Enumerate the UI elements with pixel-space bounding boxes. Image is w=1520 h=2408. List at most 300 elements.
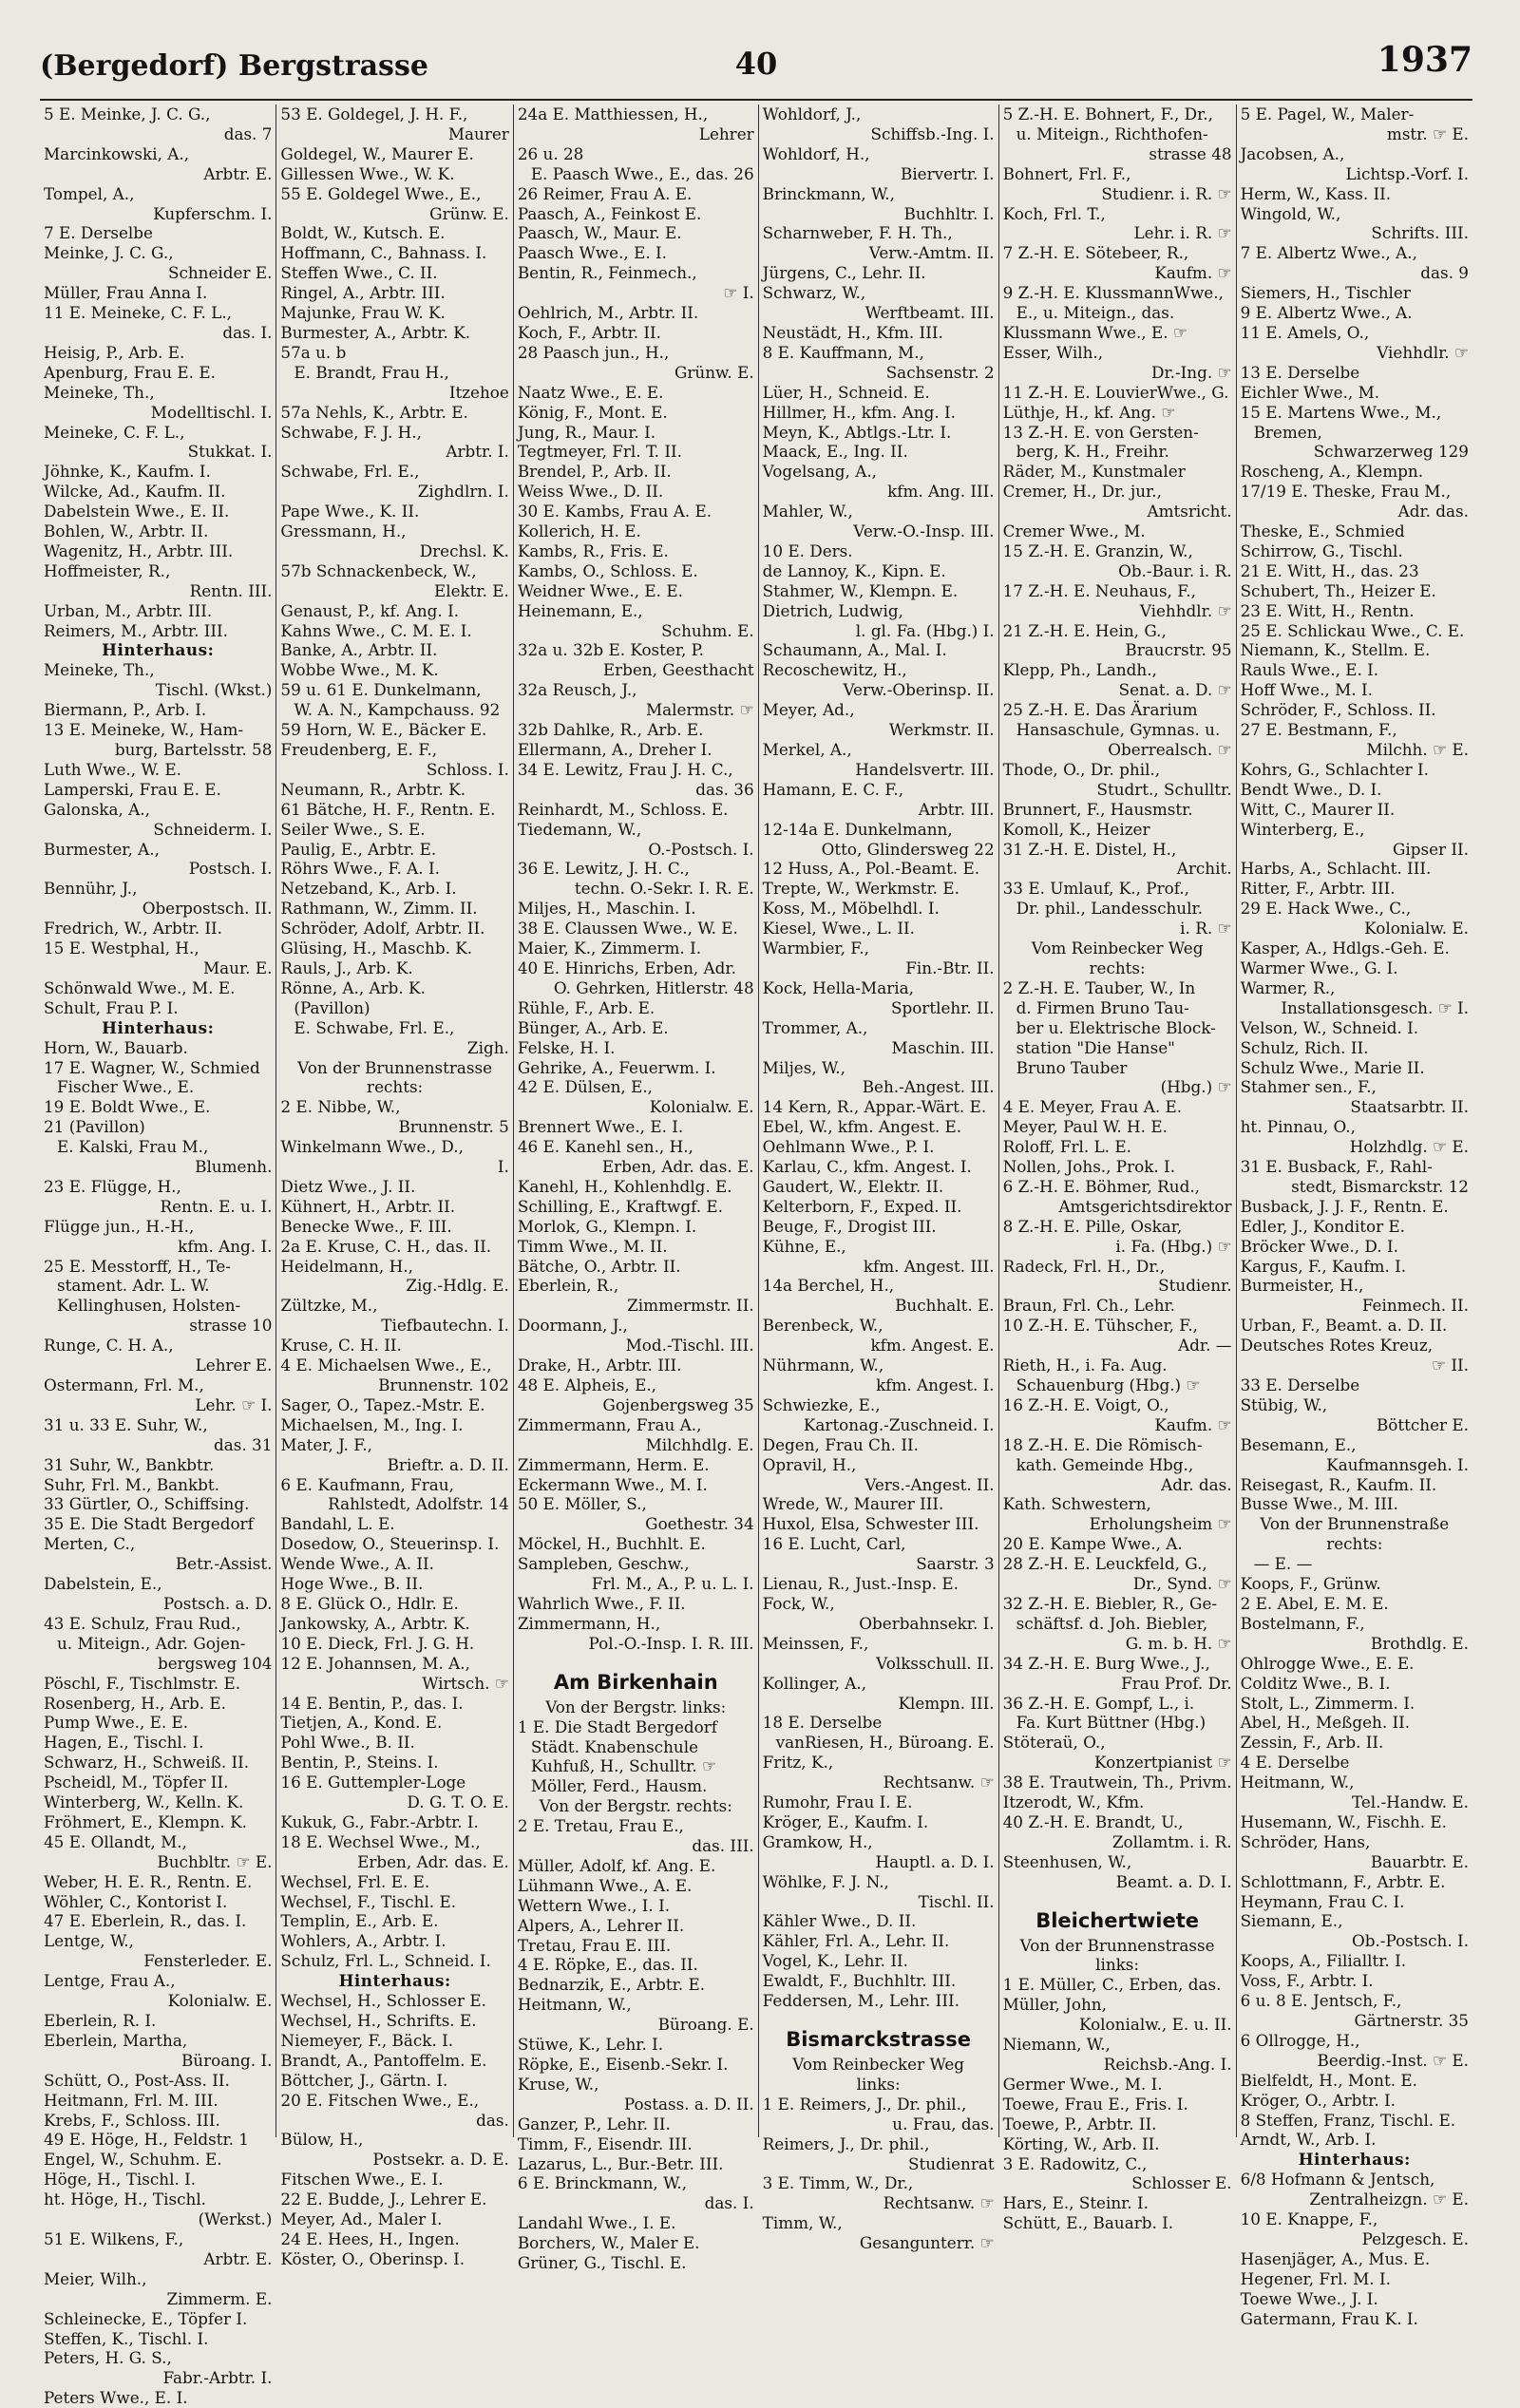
entry-line: Schönwald Wwe., M. E. <box>44 977 236 997</box>
entry-line: Kühne, E., <box>762 1236 846 1256</box>
page-number: 40 <box>734 46 778 82</box>
entry-line: König, F., Mont. E. <box>517 402 668 422</box>
entry-line: Studrt., Schulltr. <box>1096 779 1232 799</box>
entry-line: Lehrer <box>698 123 754 143</box>
street-heading: (Bergedorf) Bergstrasse <box>40 49 428 83</box>
entry-line: Bremen, <box>1253 422 1322 442</box>
entry-line: Neustädt, H., Kfm. III. <box>762 322 943 342</box>
entry-line: Drake, H., Arbtr. III. <box>517 1356 682 1375</box>
entry-line: Busse Wwe., M. III. <box>1240 1494 1398 1514</box>
entry-line: Luth Wwe., W. E. <box>44 759 181 779</box>
entry-line: Meinssen, F., <box>762 1633 869 1653</box>
entry-line: das. 7 <box>223 123 273 143</box>
entry-line: (Werkst.) <box>198 2209 273 2229</box>
entry-line: Warmbier, F., <box>762 939 869 958</box>
entry-line: Kath. Schwestern, <box>1002 1494 1151 1514</box>
entry-line: stedt, Bismarckstr. 12 <box>1291 1176 1469 1196</box>
entry-line: Postsekr. a. D. E. <box>372 2150 509 2170</box>
entry-line: Vogel, K., Lehr. II. <box>762 1951 908 1971</box>
entry-line: 11 Z.-H. E. LouvierWwe., G. <box>1002 382 1229 402</box>
entry-line: E. Kalski, Frau M., <box>57 1137 209 1157</box>
entry-line: 10 E. Ders. <box>762 540 853 560</box>
entry-line: Gojenbergsweg 35 <box>602 1394 754 1414</box>
column-1 <box>40 104 276 2408</box>
entry-line: 59 u. 61 E. Dunkelmann, <box>280 680 482 700</box>
entry-line: Milchh. ☞ E. <box>1366 740 1469 759</box>
entry-line: Amtsricht. <box>1147 502 1232 521</box>
entry-line: Apenburg, Frau E. E. <box>44 362 216 382</box>
entry-line: Kambs, O., Schloss. E. <box>517 560 698 580</box>
entry-line: 32a u. 32b E. Koster, P. <box>517 640 704 660</box>
entry-line: Dr.-Ing. ☞ <box>1151 362 1232 382</box>
entry-line: Hoff Wwe., M. I. <box>1240 680 1373 700</box>
entry-line: Böttcher E. <box>1376 1414 1469 1434</box>
entry-line: Städt. Knabenschule <box>530 1736 698 1756</box>
entry-line: Fredrich, W., Arbtr. II. <box>44 919 222 939</box>
entry-line: 25 E. Schlickau Wwe., C. E. <box>1240 620 1465 640</box>
entry-line: Genaust, P., kf. Ang. I. <box>280 600 460 620</box>
entry-line: Mahler, W., <box>762 502 853 521</box>
entry-line: Werftbeamt. III. <box>864 303 995 323</box>
entry-line: 33 Gürtler, O., Schiffsing. <box>44 1494 250 1514</box>
entry-line: Dabelstein, E., <box>44 1574 162 1594</box>
entry-line: 18 E. Derselbe <box>762 1713 883 1733</box>
entry-line: Meineke, Th., <box>44 660 155 680</box>
entry-line: Brendel, P., Arb. II. <box>517 462 672 482</box>
entry-line: 12 E. Johannsen, M. A., <box>280 1653 470 1673</box>
entry-line: Kollinger, A., <box>762 1673 867 1693</box>
entry-line: Zig.-Hdlg. E. <box>406 1276 509 1296</box>
entry-line: Büroang. E. <box>657 2015 754 2035</box>
entry-line: 15 Z.-H. E. Granzin, W., <box>1002 540 1193 560</box>
entry-line: Oehlmann Wwe., P. I. <box>762 1137 935 1157</box>
entry-line: Saarstr. 3 <box>916 1554 995 1574</box>
entry-line: Meinke, J. C. G., <box>44 243 174 263</box>
entry-line: Rieth, H., i. Fa. Aug. <box>1002 1356 1168 1375</box>
entry-line: Erben, Geesthacht <box>602 660 754 680</box>
entry-line: Scharnweber, F. H. Th., <box>762 223 953 243</box>
entry-line: Braun, Frl. Ch., Lehr. <box>1002 1296 1176 1316</box>
column-5 <box>999 104 1237 2233</box>
entry-line: Tiefbautechn. I. <box>381 1316 509 1336</box>
entry-line: Kähler Wwe., D. II. <box>762 1911 917 1931</box>
entry-line: Reisegast, R., Kaufm. II. <box>1240 1474 1437 1494</box>
entry-line: Bohnert, Frl. F., <box>1002 163 1131 183</box>
entry-line: Pol.-O.-Insp. I. R. III. <box>588 1633 754 1653</box>
entry-line: Adr. das. <box>1397 502 1469 521</box>
entry-line: Biermann, P., Arb. I. <box>44 700 207 720</box>
entry-line: Eberlein, R., <box>517 1276 619 1296</box>
entry-line: Herm, W., Kass. II. <box>1240 183 1392 203</box>
entry-line: Hars, E., Steinr. I. <box>1002 2193 1149 2213</box>
entry-line: Ob.-Baur. i. R. <box>1118 560 1232 580</box>
entry-line: Brunnenstr. 102 <box>378 1375 509 1394</box>
entry-line: Abel, H., Meßgeh. II. <box>1240 1713 1411 1733</box>
entry-line: Verw.-O.-Insp. III. <box>853 521 995 541</box>
entry-line: 36 E. Lewitz, J. H. C., <box>517 859 690 879</box>
entry-line: Gillessen Wwe., W. K. <box>280 163 455 183</box>
entry-line: Schwarz, W., <box>762 283 866 303</box>
entry-line: Felske, H. I. <box>517 1037 616 1057</box>
entry-line: Bohlen, W., Arbtr. II. <box>44 521 209 541</box>
entry-line: Eberlein, R. I. <box>44 2011 157 2030</box>
entry-line: Koops, A., Filialltr. I. <box>1240 1951 1407 1971</box>
entry-line: Kruse, W., <box>517 2074 599 2094</box>
entry-line: Morlok, G., Klempn. I. <box>517 1216 697 1236</box>
entry-line: 53 E. Goldegel, J. H. F., <box>280 104 468 123</box>
entry-line: Von der Brunnenstrasse <box>297 1057 493 1077</box>
entry-line: Sager, O., Tapez.-Mstr. E. <box>280 1394 485 1414</box>
entry-line: Bielfeldt, H., Mont. E. <box>1240 2070 1417 2090</box>
entry-line: Heisig, P., Arb. E. <box>44 342 185 362</box>
entry-line: Betr.-Assist. <box>175 1554 273 1574</box>
entry-line: Modelltischl. I. <box>150 402 273 422</box>
entry-line: Brunnenstr. 5 <box>398 1117 509 1137</box>
entry-line: Rauls, J., Arb. K. <box>280 958 413 977</box>
entry-line: Möckel, H., Buchhlt. E. <box>517 1534 706 1554</box>
entry-line: 24a E. Matthiessen, H., <box>517 104 709 123</box>
entry-line: Benecke Wwe., F. III. <box>280 1216 452 1236</box>
entry-line: Miljes, H., Maschin. I. <box>517 899 696 919</box>
entry-line: 6 Z.-H. E. Böhmer, Rud., <box>1002 1176 1201 1196</box>
entry-line: Niemeyer, F., Bäck. I. <box>280 2030 454 2050</box>
entry-line: Winkelmann Wwe., D., <box>280 1137 464 1157</box>
entry-line: de Lannoy, K., Kipn. E. <box>762 560 946 580</box>
entry-line: Weidner Wwe., E. E. <box>517 580 683 600</box>
entry-line: Malermstr. ☞ <box>645 700 754 720</box>
entry-line: E. Brandt, Frau H., <box>294 362 449 382</box>
entry-line: (Pavillon) <box>294 997 370 1017</box>
entry-line: ht. Pinnau, O., <box>1240 1117 1356 1137</box>
entry-line: Wohldorf, H., <box>762 143 870 163</box>
entry-line: Stöteraü, O., <box>1002 1733 1106 1753</box>
entry-line: Schirrow, G., Tischl. <box>1240 540 1403 560</box>
entry-line: Nollen, Johs., Prok. I. <box>1002 1157 1176 1177</box>
entry-line: Postsch. a. D. <box>163 1593 273 1613</box>
entry-line: Schulz Wwe., Marie II. <box>1240 1057 1425 1077</box>
entry-line: 6/8 Hofmann & Jentsch, <box>1240 2170 1435 2190</box>
entry-line: Tietjen, A., Kond. E. <box>280 1713 443 1733</box>
entry-line: Grünw. E. <box>429 203 509 223</box>
entry-line: Huxol, Elsa, Schwester III. <box>762 1514 979 1534</box>
entry-line: Bentin, R., Feinmech., <box>517 263 697 283</box>
entry-line: berg, K. H., Freihr. <box>1016 442 1169 462</box>
entry-line: Esser, Wilh., <box>1002 342 1104 362</box>
entry-line: Installationsgesch. ☞ I. <box>1281 997 1469 1017</box>
entry-line: strasse 10 <box>189 1316 273 1336</box>
entry-line: Köster, O., Oberinsp. I. <box>280 2248 466 2268</box>
entry-line: Vom Reinbecker Weg <box>1031 939 1204 958</box>
entry-line: Steffen, K., Tischl. I. <box>44 2328 209 2348</box>
entry-line: Von der Brunnenstrasse <box>1019 1935 1215 1955</box>
entry-line: 15 E. Westphal, H., <box>44 939 200 958</box>
entry-line: Rechtsanw. ☞ <box>883 1773 995 1792</box>
entry-line: Kolonialw. E. <box>1364 919 1469 939</box>
entry-line: Brunnert, F., Hausmstr. <box>1002 799 1193 819</box>
entry-line: Buchbltr. ☞ E. <box>157 1851 273 1871</box>
entry-line: Schneiderm. I. <box>153 819 273 839</box>
entry-line: Jankowsky, A., Arbtr. K. <box>280 1613 470 1633</box>
entry-line: Studienr. <box>1158 1276 1232 1296</box>
entry-line: 21 E. Witt, H., das. 23 <box>1240 560 1419 580</box>
entry-line: Ob.-Postsch. I. <box>1351 1931 1469 1951</box>
entry-line: kfm. Angest. E. <box>870 1336 995 1356</box>
entry-line: 5 E. Pagel, W., Maler- <box>1240 104 1415 123</box>
entry-line: Hoffmeister, R., <box>44 560 171 580</box>
entry-line: Ritter, F., Arbtr. III. <box>1240 879 1396 899</box>
entry-line: 10 Z.-H. E. Tühscher, F., <box>1002 1316 1199 1336</box>
entry-line: Volksschull. II. <box>876 1653 995 1673</box>
entry-line: Heinemann, E., <box>517 600 643 620</box>
entry-line: Zentralheizgn. ☞ E. <box>1309 2190 1469 2209</box>
entry-line: 25 Z.-H. E. Das Ärarium <box>1002 700 1198 720</box>
entry-line: 8 Z.-H. E. Pille, Oskar, <box>1002 1216 1183 1236</box>
entry-line: Wöhlke, F. J. N., <box>762 1871 889 1891</box>
entry-line: Warmer Wwe., G. I. <box>1240 958 1398 977</box>
entry-line: Tischl. (Wkst.) <box>155 680 273 700</box>
entry-line: Ostermann, Frl. M., <box>44 1375 204 1394</box>
entry-line: 2 E. Nibbe, W., <box>280 1097 401 1117</box>
entry-line: Tompel, A., <box>44 183 135 203</box>
entry-line: Husemann, W., Fischh. E. <box>1240 1811 1447 1831</box>
entry-line: Lichtsp.-Vorf. I. <box>1345 163 1469 183</box>
entry-line: Fischer Wwe., E. <box>57 1077 195 1097</box>
entry-line: E. Paasch Wwe., E., das. 26 <box>530 163 754 183</box>
entry-line: Eichler Wwe., M. <box>1240 382 1380 402</box>
entry-line: — E. — <box>1253 1554 1313 1574</box>
entry-line: 33 E. Derselbe <box>1240 1375 1360 1394</box>
entry-line: Galonska, A., <box>44 799 150 819</box>
entry-line: Degen, Frau Ch. II. <box>762 1434 919 1454</box>
section-heading: Am Birkenhain <box>553 1670 718 1694</box>
entry-line: Kaufm. ☞ <box>1154 1414 1232 1434</box>
entry-line: Landahl Wwe., I. E. <box>517 2213 676 2233</box>
entry-line: Rühle, F., Arb. E. <box>517 997 656 1017</box>
entry-line: Berenbeck, W., <box>762 1316 884 1336</box>
entry-line: Krebs, F., Schloss. III. <box>44 2110 220 2130</box>
entry-line: Staatsarbtr. II. <box>1350 1097 1469 1117</box>
entry-line: Freudenberg, E. F., <box>280 740 438 759</box>
entry-line: Paulig, E., Arbtr. E. <box>280 839 437 859</box>
entry-line: i. Fa. (Hbg.) ☞ <box>1115 1236 1232 1256</box>
entry-line: Amtsgerichtsdirektor <box>1058 1196 1232 1216</box>
entry-line: Schwabe, F. J. H., <box>280 422 422 442</box>
entry-line: Cremer Wwe., M. <box>1002 521 1146 541</box>
entry-line: 49 E. Höge, H., Feldstr. 1 <box>44 2130 249 2150</box>
entry-line: Flügge jun., H.-H., <box>44 1216 195 1236</box>
entry-line: rechts: <box>1089 958 1146 977</box>
entry-line: vanRiesen, H., Büroang. E. <box>775 1733 995 1753</box>
entry-line: 4 E. Meyer, Frau A. E. <box>1002 1097 1183 1117</box>
entry-line: Schuhm. E. <box>661 620 754 640</box>
entry-line: Dr., Synd. ☞ <box>1132 1574 1232 1594</box>
entry-line: Oberrealsch. ☞ <box>1108 740 1232 759</box>
subsection-heading: Hinterhaus: <box>1298 2150 1411 2170</box>
page-header <box>40 36 1472 101</box>
entry-line: Drechsl. K. <box>419 540 509 560</box>
entry-line: Pohl Wwe., B. II. <box>280 1733 415 1753</box>
entry-line: 42 E. Dülsen, E., <box>517 1077 654 1097</box>
entry-line: Reinhardt, M., Schloss. E. <box>517 799 729 819</box>
entry-line: 7 E. Derselbe <box>44 223 153 243</box>
entry-line: ☞ I. <box>723 283 754 303</box>
entry-line: Werkmstr. II. <box>888 720 995 740</box>
entry-line: Merten, C., <box>44 1534 136 1554</box>
entry-line: Verw.-Amtm. II. <box>868 243 995 263</box>
entry-line: Schulz, Frl. L., Schneid. I. <box>280 1951 491 1971</box>
entry-line: 47 E. Eberlein, R., das. I. <box>44 1911 247 1931</box>
entry-line: Postsch. I. <box>188 859 273 879</box>
entry-line: das. I. <box>222 322 273 342</box>
entry-line: das. III. <box>692 1836 754 1856</box>
entry-line: 6 u. 8 E. Jentsch, F., <box>1240 1991 1402 2011</box>
entry-line: Lüer, H., Schneid. E. <box>762 382 930 402</box>
entry-line: Schilling, E., Kraftwgf. E. <box>517 1196 723 1216</box>
entry-line: Schult, Frau P. I. <box>44 997 179 1017</box>
entry-line: Warmer, R., <box>1240 977 1336 997</box>
entry-line: Klepp, Ph., Landh., <box>1002 660 1157 680</box>
entry-line: Kolonialw. E. <box>649 1097 754 1117</box>
entry-line: Urban, M., Arbtr. III. <box>44 600 213 620</box>
entry-line: Wechsel, F., Tischl. E. <box>280 1891 457 1911</box>
entry-line: 14 Kern, R., Appar.-Wärt. E. <box>762 1097 987 1117</box>
entry-line: 24 E. Hees, H., Ingen. <box>280 2228 460 2248</box>
entry-line: Maier, K., Zimmerm. I. <box>517 939 702 958</box>
entry-line: Gehrike, A., Feuerwm. I. <box>517 1057 716 1077</box>
entry-line: Burmester, A., Arbtr. K. <box>280 322 471 342</box>
entry-line: Koops, F., Grünw. <box>1240 1574 1381 1594</box>
entry-line: Milchhdlg. E. <box>645 1434 754 1454</box>
entry-line: Glüsing, H., Maschb. K. <box>280 939 473 958</box>
entry-line: Studienrat <box>907 2153 995 2173</box>
entry-line: 26 u. 28 <box>517 143 584 163</box>
entry-line: Kröger, E., Kaufm. I. <box>762 1811 929 1831</box>
entry-line: Itzerodt, W., Kfm. <box>1002 1792 1145 1812</box>
subsection-heading: Hinterhaus: <box>102 640 215 660</box>
entry-line: Möller, Ferd., Hausm. <box>530 1776 708 1796</box>
directory-columns <box>40 104 1472 2408</box>
entry-line: Hamann, E. C. F., <box>762 779 904 799</box>
entry-line: mstr. ☞ E. <box>1386 123 1469 143</box>
entry-line: kath. Gemeinde Hbg., <box>1016 1454 1194 1474</box>
entry-line: das. 36 <box>695 779 754 799</box>
entry-line: Schneider E. <box>167 263 273 283</box>
entry-line: Paasch, W., Maur. E. <box>517 223 682 243</box>
entry-line: 6 E. Kaufmann, Frau, <box>280 1474 454 1494</box>
entry-line: Bennühr, J., <box>44 879 138 899</box>
entry-line: das. <box>476 2110 509 2130</box>
entry-line: Kiesel, Wwe., L. II. <box>762 919 916 939</box>
entry-line: Stahmer, W., Klempn. E. <box>762 580 959 600</box>
entry-line: Dr. phil., Landesschulr. <box>1016 899 1203 919</box>
entry-line: Kock, Hella-Maria, <box>762 977 914 997</box>
entry-line: 33 E. Umlauf, K., Prof., <box>1002 879 1189 899</box>
entry-line: Schwabe, Frl. E., <box>280 462 420 482</box>
entry-line: Rönne, A., Arb. K. <box>280 977 426 997</box>
entry-line: u. Frau, das. <box>892 2114 995 2133</box>
entry-line: Michaelsen, M., Ing. I. <box>280 1414 464 1434</box>
column-6 <box>1237 104 1472 2328</box>
entry-line: Peters, H. G. S., <box>44 2348 172 2368</box>
entry-line: Kolonialw. E. <box>167 1991 273 2011</box>
entry-line: Trepte, W., Werkmstr. E. <box>762 879 960 899</box>
entry-line: Gressmann, H., <box>280 521 407 541</box>
entry-line: Roscheng, A., Klempn. <box>1240 462 1424 482</box>
entry-line: Maurer <box>447 123 509 143</box>
entry-line: Schwarzerweg 129 <box>1313 442 1469 462</box>
entry-line: Holzhdlg. ☞ E. <box>1349 1137 1469 1157</box>
entry-line: 1 E. Die Stadt Bergedorf <box>517 1716 717 1736</box>
entry-line: Vom Reinbecker Weg <box>792 2055 965 2074</box>
entry-line: Arbtr. E. <box>203 2248 273 2268</box>
entry-line: Wagenitz, H., Arbtr. III. <box>44 540 234 560</box>
entry-line: Gärtnerstr. 35 <box>1354 2011 1469 2030</box>
entry-line: 31 E. Busback, F., Rahl- <box>1240 1157 1433 1177</box>
entry-line: Schwiezke, E., <box>762 1394 881 1414</box>
entry-line: Blumenh. <box>195 1157 273 1177</box>
entry-line: Meyer, Ad., <box>762 700 855 720</box>
entry-line: Dietz Wwe., J. II. <box>280 1176 416 1196</box>
entry-line: Voss, F., Arbtr. I. <box>1240 1971 1374 1991</box>
section-heading: Bismarckstrasse <box>786 2028 972 2051</box>
entry-line: 6 Ollrogge, H., <box>1240 2030 1360 2050</box>
entry-line: Reimers, M., Arbtr. III. <box>44 620 228 640</box>
entry-line: Hagen, E., Tischl. I. <box>44 1733 204 1753</box>
entry-line: Arbtr. III. <box>918 799 995 819</box>
entry-line: Kahns Wwe., C. M. E. I. <box>280 620 472 640</box>
entry-line: Tischl. II. <box>918 1891 995 1911</box>
entry-line: Rahlstedt, Adolfstr. 14 <box>328 1494 509 1514</box>
entry-line: Lehrer E. <box>195 1356 273 1375</box>
entry-line: Koch, Frl. T., <box>1002 203 1106 223</box>
entry-line: G. m. b. H. ☞ <box>1125 1633 1232 1653</box>
entry-line: Beh.-Angest. III. <box>862 1077 995 1097</box>
entry-line: rechts: <box>367 1077 424 1097</box>
entry-line: Kellinghusen, Holsten- <box>57 1296 241 1316</box>
entry-line: Wöhler, C., Kontorist I. <box>44 1891 228 1911</box>
entry-line: 2a E. Kruse, C. H., das. II. <box>280 1236 492 1256</box>
entry-line: station "Die Hanse" <box>1016 1037 1175 1057</box>
entry-line: Handelsvertr. III. <box>855 759 995 779</box>
entry-line: Schröder, F., Schloss. II. <box>1240 700 1436 720</box>
entry-line: Schlosser E. <box>1131 2173 1232 2193</box>
entry-line: 8 E. Kauffmann, M., <box>762 342 924 362</box>
entry-line: Paasch, A., Feinkost E. <box>517 203 702 223</box>
entry-line: Pelzgesch. E. <box>1361 2228 1469 2248</box>
entry-line: Toewe Wwe., J. I. <box>1240 2288 1378 2308</box>
column-3 <box>514 104 759 2273</box>
entry-line: Maschin. III. <box>891 1037 995 1057</box>
entry-line: Erben, Adr. das. E. <box>601 1157 754 1177</box>
entry-line: Steenhusen, W., <box>1002 1851 1132 1871</box>
entry-line: 22 E. Budde, J., Lehrer E. <box>280 2190 487 2209</box>
entry-line: I. <box>497 1157 509 1177</box>
entry-line: Fa. Kurt Büttner (Hbg.) <box>1016 1713 1206 1733</box>
entry-line: Sampleben, Geschw., <box>517 1554 690 1574</box>
entry-line: Bandahl, L. E. <box>280 1514 395 1534</box>
entry-line: 32 Z.-H. E. Biebler, R., Ge- <box>1002 1593 1218 1613</box>
entry-line: Colditz Wwe., B. I. <box>1240 1673 1391 1693</box>
subsection-heading: Hinterhaus: <box>338 1971 451 1991</box>
entry-line: Wohlers, A., Arbtr. I. <box>280 1931 446 1951</box>
entry-line: Meineke, C. F. L., <box>44 422 185 442</box>
entry-line: Dabelstein Wwe., E. II. <box>44 502 230 521</box>
entry-line: Banke, A., Arbtr. II. <box>280 640 438 660</box>
entry-line: 30 E. Kambs, Frau A. E. <box>517 502 712 521</box>
entry-line: Weber, H. E. R., Rentn. E. <box>44 1871 253 1891</box>
entry-line: Lienau, R., Just.-Insp. E. <box>762 1574 959 1594</box>
entry-line: Mater, J. F., <box>280 1434 372 1454</box>
